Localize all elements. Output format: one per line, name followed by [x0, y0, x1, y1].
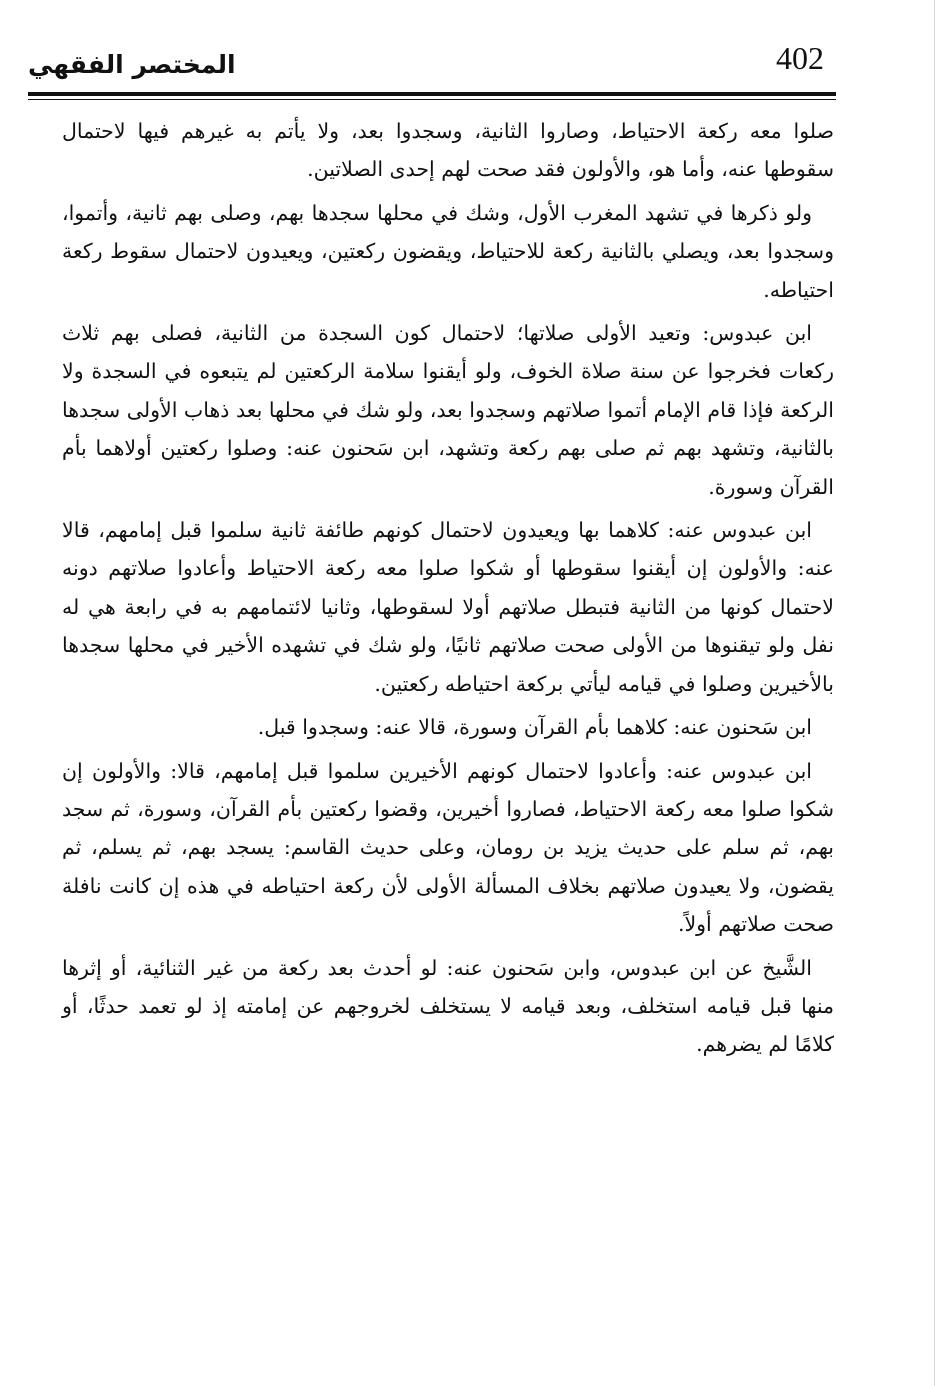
paragraph-1: صلوا معه ركعة الاحتياط، وصاروا الثانية، وسجدوا بعد، ولا يأتم به غيرهم فيها لاحتمال سقوطها عنه، وأما هو، والأولون فقد صحت لهم إحدى الصلاتين. — [62, 119, 834, 182]
paragraph-6: ابن عبدوس عنه: وأعادوا لاحتمال كونهم الأخيرين سلموا قبل إمامهم، قالا: والأولون إن شكوا صلوا معه ركعة الاحتياط، فصاروا أخيرين، وقضوا ركعتين بأم القرآن، وسورة، ثم سجد بهم، ثم سلم على حديث يزيد بن رومان، وعلى حديث القاسم: يسجد بهم، ثم يسلم، ثم يقضون، ولا يعيدون صلاتهم بخلاف المسألة الأولى لأن ركعة احتياطه في هذه إن كانت نافلة صحت صلاتهم أولاً. — [62, 758, 834, 937]
paragraph-2: ولو ذكرها في تشهد المغرب الأول، وشك في محلها سجدها بهم، وصلى بهم ثانية، وأتموا، وسجدوا بعد، ويصلي بالثانية ركعة للاحتياط، ويقضون ركعتين، ويعيدون لاحتمال سقوط ركعة احتياطه. — [62, 200, 834, 302]
book-title: المختصر الفقهي — [28, 50, 236, 79]
page-header — [28, 30, 836, 92]
paragraph-4: ابن عبدوس عنه: كلاهما بها ويعيدون لاحتمال كونهم طائفة ثانية سلموا قبل إمامهم، قالا عنه: والأولون إن أيقنوا سقوطها أو شكوا صلوا معه ركعة الاحتياط وأعادوا صلاتهم دونه لاحتمال كونها من الثانية فتبطل صلاتهم أولا لسقوطها، وثانيا لائتمامهم به في رابعة هي له نفل ولو تيقنوها من الأولى صحت صلاتهم ثانيًا، ولو شك في تشهده الأخير في محلها سجدها بالأخيرين وصلوا في قيامه ليأتي بركعة احتياطه ركعتين. — [62, 518, 834, 696]
header-rule-thin — [28, 99, 836, 100]
page-number: 402 — [776, 40, 824, 76]
page-edge-shadow — [934, 0, 935, 1386]
body-text — [62, 112, 834, 1069]
paragraph-5: ابن سَحنون عنه: كلاهما بأم القرآن وسورة، قالا عنه: وسجدوا قبل. — [257, 715, 812, 740]
paragraph-3: ابن عبدوس: وتعيد الأولى صلاتها؛ لاحتمال كون السجدة من الثانية، فصلى بهم ثلاث ركعات فخرجوا عن سنة صلاة الخوف، ولو أيقنوا سلامة الركعتين لم يتبعوه في السجدة ولا الركعة فإذا قام الإمام أتموا صلاتهم وسجدوا بعد، ولو شك في محلها بعد ذهاب الأولى سجدها بالثانية، وتشهد بهم ثم صلى بهم ركعة وتشهد، ابن سَحنون عنه: وصلوا ركعتين أولاهما بأم القرآن وسورة. — [62, 321, 834, 499]
header-rule-thick — [28, 92, 836, 96]
paragraph-7: الشَّيخ عن ابن عبدوس، وابن سَحنون عنه: لو أحدث بعد ركعة من غير الثنائية، أو إثرها منها قبل قيامه استخلف، وبعد قيامه لا يستخلف لخروجهم عن إمامته إذ لو تعمد حدثًا، أو كلامًا لم يضرهم. — [62, 955, 834, 1057]
